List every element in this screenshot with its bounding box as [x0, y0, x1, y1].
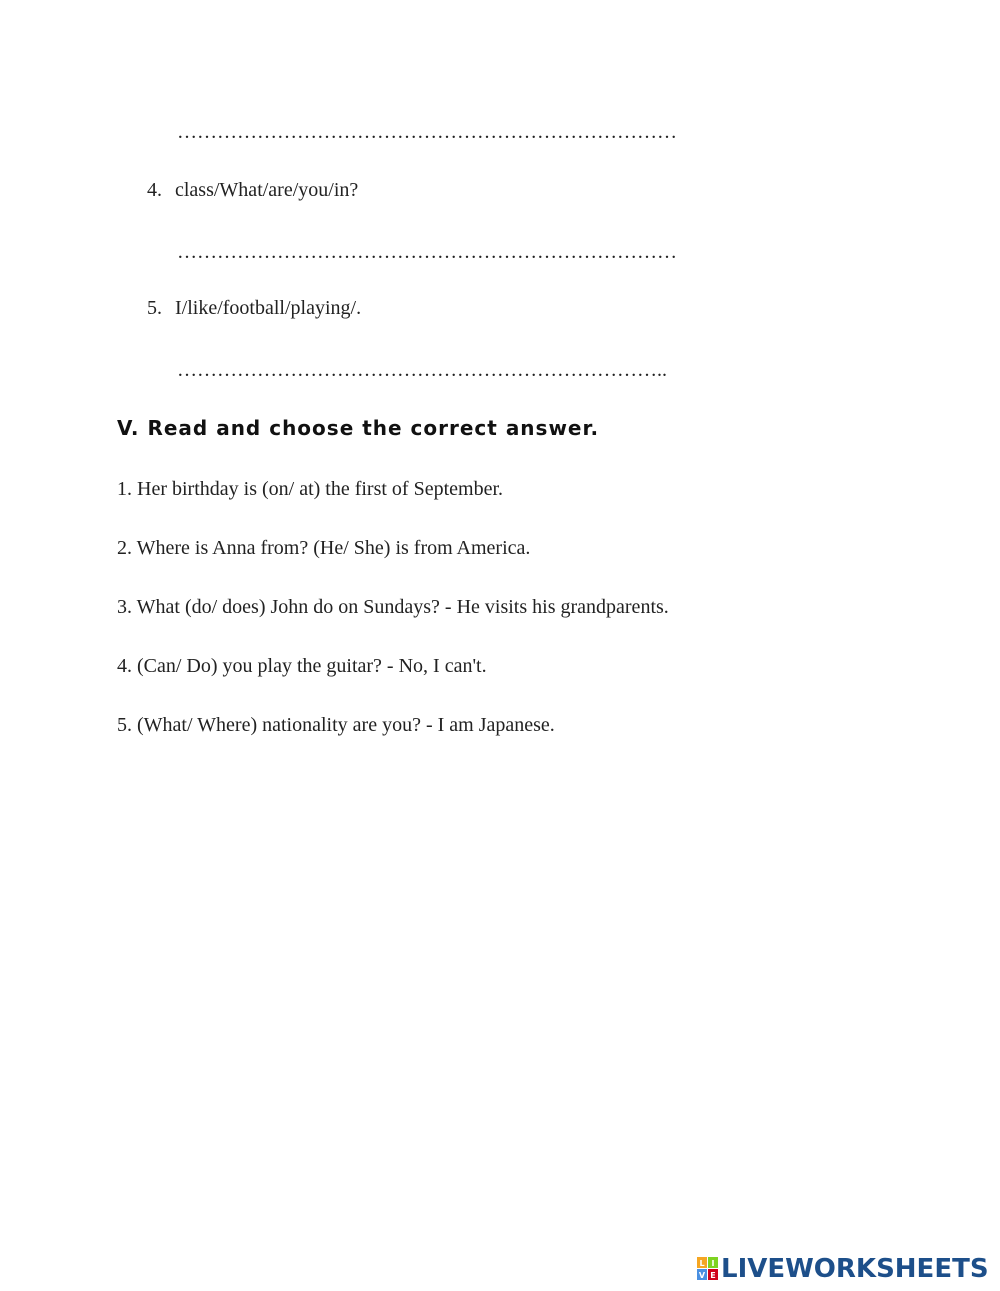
liveworksheets-logo[interactable]	[697, 1254, 989, 1284]
question-3: 3. What (do/ does) John do on Sundays? - He visits his grandparents.	[117, 596, 669, 618]
question-5: 5. (What/ Where) nationality are you? - I am Japanese.	[117, 714, 555, 736]
svg-text:E: E	[710, 1271, 716, 1280]
question-1: 1. Her birthday is (on/ at) the first of September.	[117, 478, 504, 500]
item-text: I/like/football/playing/.	[175, 297, 362, 319]
item-number: 5.	[147, 297, 162, 319]
reorder-item-5	[147, 296, 361, 320]
question-4: 4. (Can/ Do) you play the guitar? - No, I can't.	[117, 655, 487, 677]
svg-text:I: I	[711, 1259, 715, 1268]
reorder-item-4	[147, 178, 358, 202]
logo-text: LIVEWORKSHEETS	[721, 1254, 989, 1284]
item-text: class/What/are/you/in?	[175, 179, 359, 201]
question-2: 2. Where is Anna from? (He/ She) is from America.	[117, 537, 531, 559]
answer-line-5[interactable]: ………………………………………………………………..	[177, 359, 667, 381]
liveworksheets-blocks-icon	[697, 1257, 719, 1281]
answer-line-3[interactable]: …………………………………………………………………	[177, 121, 677, 143]
svg-text:L: L	[699, 1259, 705, 1268]
item-number: 4.	[147, 179, 162, 201]
svg-text:V: V	[698, 1271, 706, 1280]
section-v-heading: V. Read and choose the correct answer.	[117, 416, 600, 440]
answer-line-4[interactable]: …………………………………………………………………	[177, 241, 677, 263]
